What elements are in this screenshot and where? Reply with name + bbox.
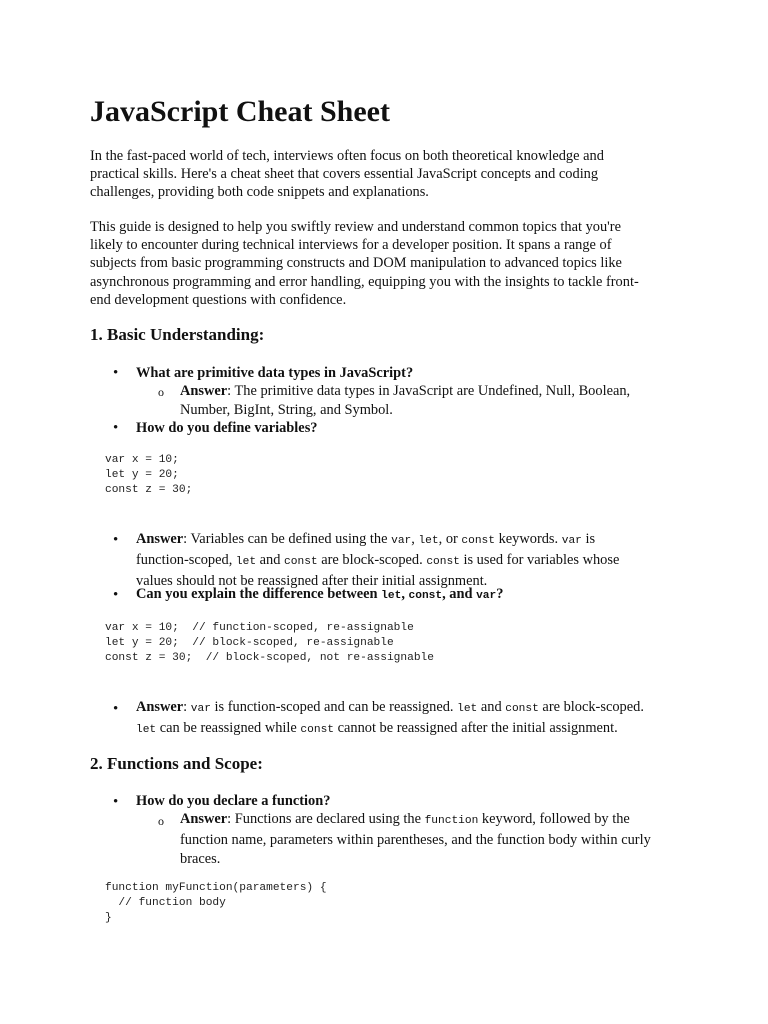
code-block-variables: var x = 10; let y = 20; const z = 30; [105,454,193,496]
question-define-variables: How do you define variables? [136,420,318,436]
bullet-icon: • [113,420,119,436]
question-let-const-var: Can you explain the difference between let, const, and var? [136,586,504,602]
intro-paragraph [90,147,680,202]
guide-line: likely to encounter during technical interviews for a developer position. It spans a range of [90,237,612,254]
guide-line: subjects from basic programming constructs and DOM manipulation to advanced topics like [90,255,622,272]
code-block-scoping: var x = 10; // function-scoped, re-assignable let y = 20; // block-scoped, re-assignable const z = 30; // block-scoped, not re-assignable [105,622,434,664]
question-declare-function: How do you declare a function? [136,793,331,809]
bullet-icon: • [113,365,119,381]
answer-let-const-var: Answer: var is function-scoped and can be reassigned. let and const are block-scoped. let can be reassigned while const cannot be reassigned after the initial assignment. [136,699,644,736]
guide-paragraph [90,218,680,309]
intro-line: In the fast-paced world of tech, interviews often focus on both theoretical knowledge and [90,148,604,164]
question-primitive-types: What are primitive data types in JavaScript? [136,365,414,381]
bullet-icon: • [113,701,119,717]
bullet-icon: • [113,587,119,603]
bullet-icon: • [113,794,119,810]
guide-line: end development questions with confidence. [90,291,347,308]
intro-line: challenges, providing both code snippets and explanations. [90,184,429,201]
sub-bullet-icon: o [158,385,164,399]
answer-declare-function: Answer: Functions are declared using the function keyword, followed by the function name, parameters within parentheses, and the function body within curly braces. [180,811,651,867]
bullet-icon: • [113,532,119,548]
page-title: JavaScript Cheat Sheet [90,95,390,128]
guide-line: This guide is designed to help you swiftly review and understand common topics that you're [90,219,621,235]
answer-primitive-types: Answer: The primitive data types in JavaScript are Undefined, Null, Boolean, Number, BigInt, String, and Symbol. [180,383,631,418]
guide-line: asynchronous programming and error handling, equipping you with the insights to tackle front- [90,273,639,290]
sub-bullet-icon: o [158,814,164,828]
section-heading-basic-understanding: 1. Basic Understanding: [90,325,265,344]
answer-define-variables: Answer: Variables can be defined using the var, let, or const keywords. var is function-scoped, let and const are block-scoped. const is used for variables whose values should not be reassigned after their initial assignment. [136,531,620,589]
code-block-function: function myFunction(parameters) { // function body } [105,882,327,924]
intro-line: practical skills. Here's a cheat sheet that covers essential JavaScript concepts and coding [90,166,599,183]
section-heading-functions-scope: 2. Functions and Scope: [90,754,263,773]
